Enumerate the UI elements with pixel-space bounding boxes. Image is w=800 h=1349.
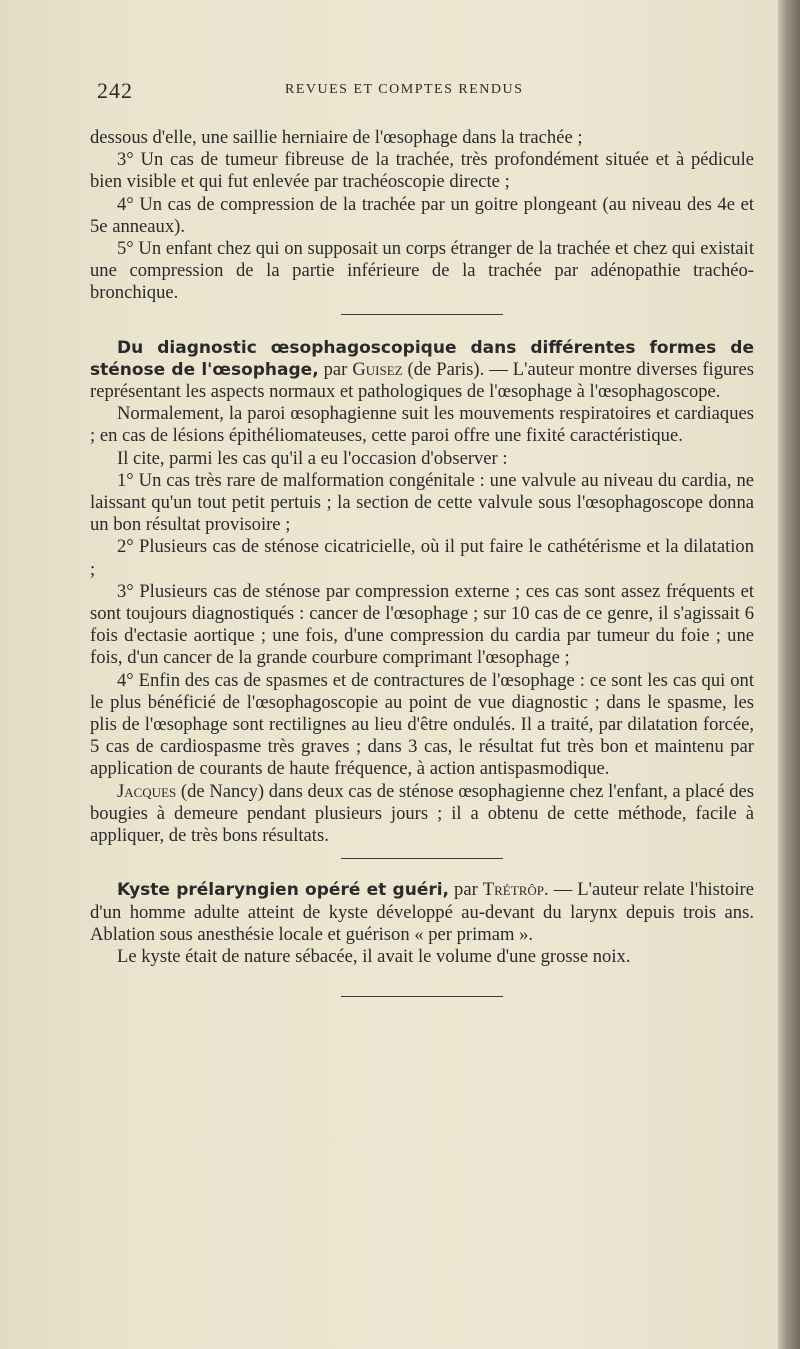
author-location: (de Paris). bbox=[407, 358, 485, 380]
list-item: 3° Plusieurs cas de sténose par compression externe ; ces cas sont assez fréquents et sont toujours diagnostiqués : cancer de l'œsophage ; sur 10 cas de ce genre, il s'agissait 6 fois d'ectasie aortique ; une fois, d'une compression du cardia par tumeur du foie ; une fois, d'un cancer de la grande courbure comprimant l'œsophage ; bbox=[90, 580, 754, 669]
list-item: 4° Enfin des cas de spasmes et de contractures de l'œsophage : ce sont les cas qui ont le plus bénéficié de l'œsophagoscopie au point de vue diagnostic ; dans le spasme, les plis de l'œsophage sont rectilignes au lieu d'être ondulés. Il a traité, par dilatation forcée, 5 cas de cardiospasme très graves ; dans 3 cas, le résultat fut très bon et maintenu par application de courants de haute fréquence, à action antispasmodique. bbox=[90, 669, 754, 780]
article-lead: — L'auteur montre diverses figures représentant les aspects normaux et pathologiques de l'œsophage à l'œsophagoscope. bbox=[90, 358, 754, 403]
author-name: Trétrôp. bbox=[482, 879, 549, 901]
running-head: REVUES ET COMPTES RENDUS bbox=[285, 82, 524, 97]
book-binding-edge bbox=[778, 0, 800, 1349]
list-item: 2° Plusieurs cas de sténose cicatricielle, où il put faire le cathétérisme et la dilatation ; bbox=[90, 536, 754, 580]
list-item: 5° Un enfant chez qui on supposait un corps étranger de la trachée et chez qui existait une compression de la partie inférieure de la trachée par adénopathie trachéo-bronchique. bbox=[90, 238, 754, 304]
page-header bbox=[85, 78, 755, 108]
section-divider bbox=[341, 996, 503, 997]
paragraph-continuation: dessous d'elle, une saillie herniaire de l'œsophage dans la trachée ; bbox=[90, 127, 583, 148]
article-intro-paragraph bbox=[90, 337, 754, 404]
article-lead: — L'auteur relate l'histoire d'un homme adulte atteint de kyste développé au-devant du larynx depuis trois ans. Ablation sous anesthésie locale et guérison « per primam ». bbox=[90, 879, 754, 945]
paragraph: Il cite, parmi les cas qu'il a eu l'occasion d'observer : bbox=[117, 447, 508, 469]
list-item: 1° Un cas très rare de malformation congénitale : une valvule au niveau du cardia, ne laissant qu'un tout petit pertuis ; la section de cette valvule sous l'œsophagoscope donna un bon résultat provisoire ; bbox=[90, 469, 754, 536]
article-title: Kyste prélaryngien opéré et guéri, bbox=[117, 880, 450, 901]
article-title: Du diagnostic œsophagoscopique dans différentes formes de sténose de l'œsophage, bbox=[90, 337, 754, 380]
list-item: 3° Un cas de tumeur fibreuse de la trachée, très profondément située et à pédicule bien visible et qui fut enlevée par trachéoscopie directe ; bbox=[90, 149, 754, 193]
page-number: 242 bbox=[97, 78, 133, 103]
section-divider bbox=[341, 858, 503, 859]
section-divider bbox=[341, 314, 503, 315]
paragraph: Normalement, la paroi œsophagienne suit les mouvements respiratoires et cardiaques ; en cas de lésions épithéliomateuses, cette paroi offre une fixité caractéristique. bbox=[90, 403, 754, 447]
paragraph: Le kyste était de nature sébacée, il avait le volume d'une grosse noix. bbox=[117, 945, 631, 967]
list-item: 4° Un cas de compression de la trachée par un goitre plongeant (au niveau des 4e et 5e anneaux). bbox=[90, 193, 754, 237]
author-name: Guisez bbox=[352, 358, 403, 380]
by-word: par bbox=[323, 358, 348, 380]
author-name: Jacques bbox=[117, 780, 177, 802]
body-text bbox=[90, 127, 754, 997]
paragraph-text: (de Nancy) dans deux cas de sténose œsophagienne chez l'enfant, a placé des bougies à demeure pendant plusieurs jours ; il a obtenu de cette méthode, facile à appliquer, de très bons résultats. bbox=[90, 780, 754, 847]
by-word: par bbox=[454, 879, 478, 901]
article-intro-paragraph bbox=[90, 879, 754, 946]
paragraph bbox=[90, 781, 754, 848]
